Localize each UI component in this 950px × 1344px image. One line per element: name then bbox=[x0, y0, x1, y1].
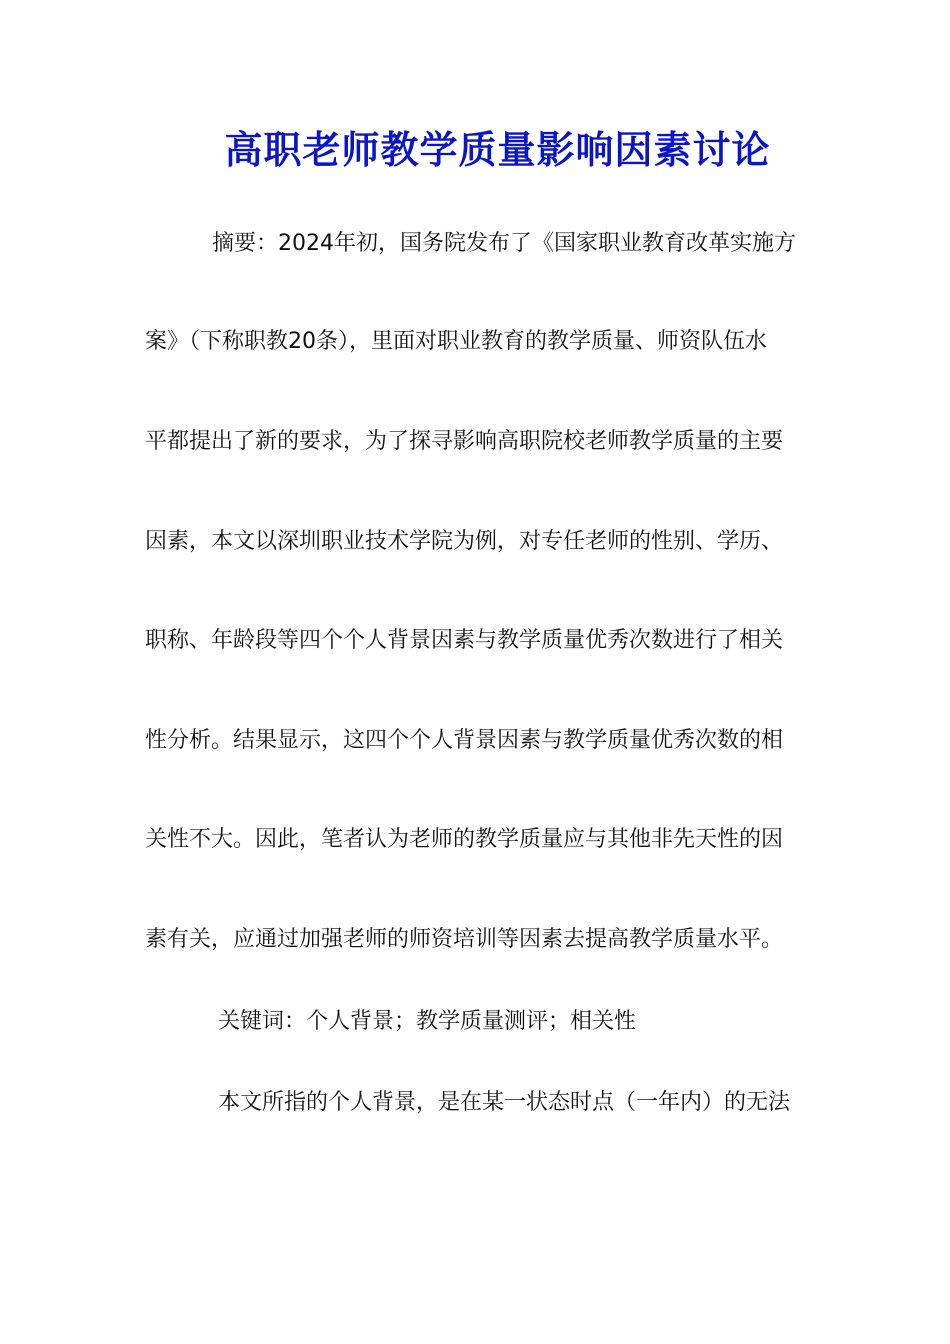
abstract-line: 因素，本文以深圳职业技术学院为例，对专任老师的性别、学历、 bbox=[145, 529, 784, 554]
abstract-line: 职称、年龄段等四个个人背景因素与教学质量优秀次数进行了相关 bbox=[145, 628, 784, 653]
abstract-line: 摘要：2024年初，国务院发布了《国家职业教育改革实施方 bbox=[212, 231, 796, 256]
abstract-line: 案》（下称职教20条），里面对职业教育的教学质量、师资队伍水 bbox=[145, 329, 767, 354]
abstract-line: 性分析。结果显示，这四个个人背景因素与教学质量优秀次数的相 bbox=[145, 728, 784, 753]
document-title: 高职老师教学质量影响因素讨论 bbox=[224, 127, 771, 172]
abstract-line: 素有关，应通过加强老师的师资培训等因素去提高教学质量水平。 bbox=[145, 927, 784, 952]
body-paragraph-line: 本文所指的个人背景，是在某一状态时点（一年内）的无法 bbox=[218, 1090, 791, 1115]
keywords-line: 关键词：个人背景；教学质量测评；相关性 bbox=[218, 1009, 637, 1034]
abstract-line: 关性不大。因此，笔者认为老师的教学质量应与其他非先天性的因 bbox=[145, 827, 784, 852]
abstract-line: 平都提出了新的要求，为了探寻影响高职院校老师教学质量的主要 bbox=[145, 429, 784, 454]
